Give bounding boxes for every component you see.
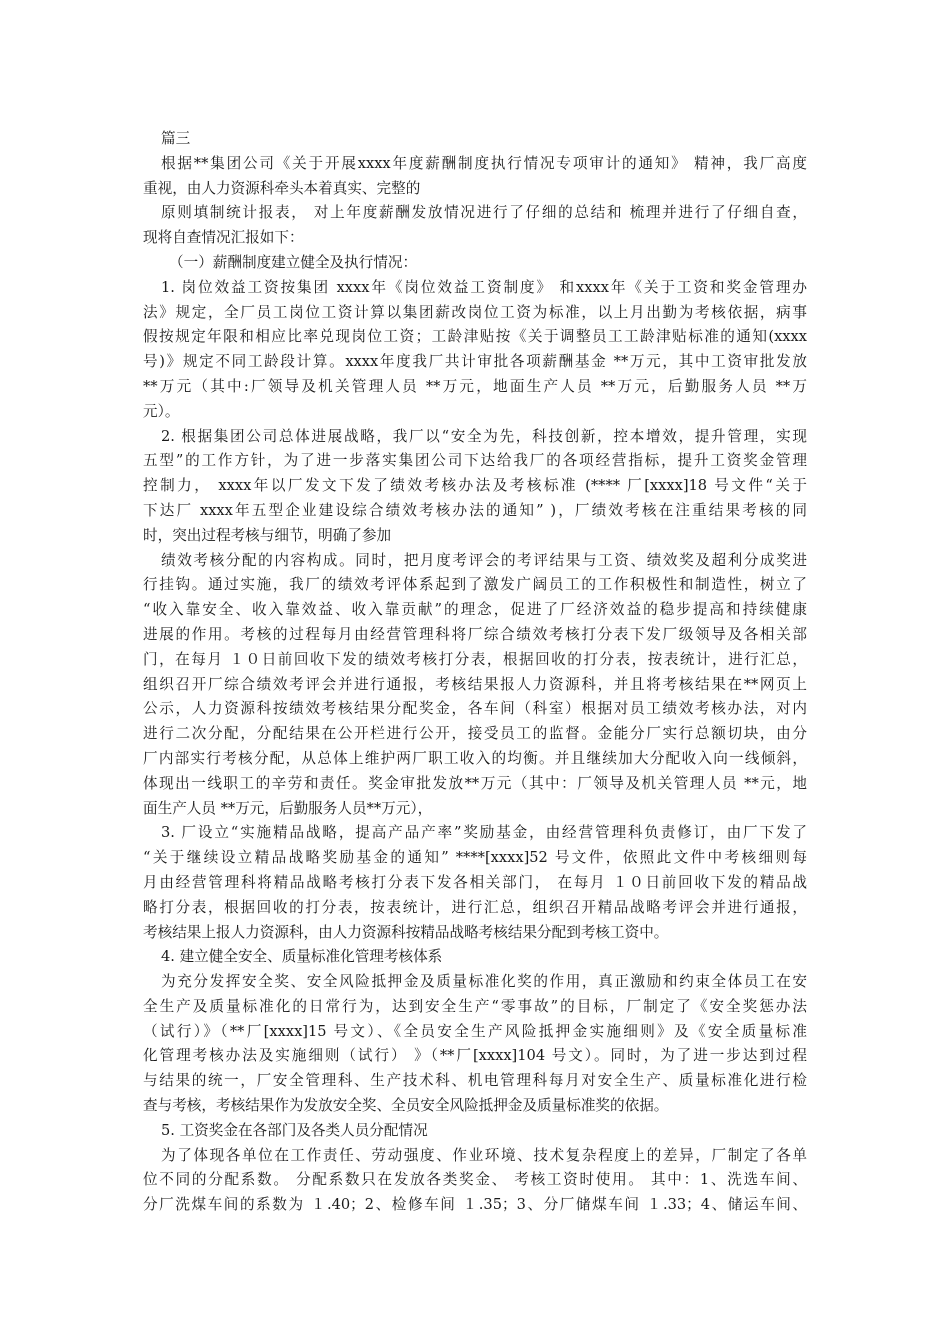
text-line: 与结果的统一，厂安全管理科、生产技术科、机电管理科每月对安全生产、质量标准化进行检 <box>143 1072 807 1090</box>
text-line: 为充分发挥安全奖、安全风险抵押金及质量标准化奖的作用，真正激励和约束全体员工在安 <box>161 973 807 991</box>
text-line: 厂内部实行考核分配，从总体上维护两厂职工收入的均衡。并且继续加大分配收入向一线倾斜， <box>143 749 807 767</box>
text-line: 2. 根据集团公司总体进展战略，我厂以“安全为先，科技创新，控本增效，提升管理，实现 <box>161 427 807 445</box>
text-line: 控制力， xxxx年以厂发文下发了绩效考核办法及考核标准 (**** 厂[xxxx]18 号文件“关于 <box>143 477 807 495</box>
text-line: 门，在每月 １０日前回收下发的绩效考核打分表，根据回收的打分表，按表统计，进行汇总， <box>143 650 807 668</box>
text-line: 全生产及质量标准化的日常行为，达到安全生产“零事故”的目标，厂制定了《安全奖惩办法 <box>143 997 807 1015</box>
text-line: 法》规定，全厂员工岗位工资计算以集团薪改岗位工资为标准，以上月出勤为考核依据，病事 <box>143 303 807 321</box>
text-line: 位不同的分配系数。 分配系数只在发放各类奖金、 考核工资时使用。 其中：1、洗选车间、 <box>143 1171 807 1189</box>
text-line: 考核结果上报人力资源科，由人力资源科按精品战略考核结果分配到考核工资中。 <box>143 923 669 941</box>
text-line: 进展的作用。考核的过程每月由经营管理科将厂综合绩效考核打分表下发厂级领导及各相关部 <box>143 625 807 643</box>
subheading: （一）薪酬制度建立健全及执行情况： <box>169 253 418 271</box>
text-line: **万元（其中:厂领导及机关管理人员 **万元，地面生产人员 **万元，后勤服务人员 **万 <box>143 377 807 395</box>
text-line: 时，突出过程考核与细节，明确了参加 <box>143 526 392 544</box>
text-line: 假按规定年限和相应比率兑现岗位工资；工龄津贴按《关于调整员工工龄津贴标准的通知(xxxx <box>143 328 807 346</box>
text-line: 月由经营管理科将精品战略考核打分表下发各相关部门， 在每月 １０日前回收下发的精品战 <box>143 873 807 891</box>
text-line: 重视，由人力资源科牵头本着真实、完整的 <box>143 179 421 197</box>
text-line: 根据**集团公司《关于开展xxxx年度薪酬制度执行情况专项审计的通知》 精神，我厂高度 <box>161 154 807 172</box>
subheading: 5. 工资奖金在各部门及各类人员分配情况 <box>161 1121 428 1139</box>
text-line: 查与考核，考核结果作为发放安全奖、全员安全风险抵押金及质量标准奖的依据。 <box>143 1097 669 1115</box>
text-line: （试行）》（**厂[xxxx]15 号文）、《全员安全生产风险抵押金实施细则》及《安全质量标准 <box>143 1022 807 1040</box>
text-line: 现将自查情况汇报如下： <box>143 229 304 247</box>
text-line: 五型”的工作方针，为了进一步落实集团公司下达给我厂的各项经营指标，提升工资奖金管理 <box>143 452 807 470</box>
text-line: “收入靠安全、收入靠效益、收入靠贡献”的理念，促进了厂经济效益的稳步提高和持续健康 <box>143 601 807 619</box>
text-line: “关于继续设立精品战略奖励基金的通知” ****[xxxx]52 号文件，依照此文件中考核细则每 <box>143 849 807 867</box>
text-line: 分厂洗煤车间的系数为 １.40；2、检修车间 １.35；3、分厂储煤车间 １.33；4、储运车间、 <box>143 1196 807 1214</box>
section-title: 篇三 <box>161 130 191 147</box>
text-line: 进行二次分配，分配结果在公开栏进行公开，接受员工的监督。金能分厂实行总额切块，由分 <box>143 725 807 743</box>
text-line: 元）。 <box>143 402 180 420</box>
text-line: 略打分表，根据回收的打分表，按表统计，进行汇总，组织召开精品战略考评会并进行通报， <box>143 898 807 916</box>
text-line: 绩效考核分配的内容构成。同时，把月度考评会的考评结果与工资、绩效奖及超利分成奖进 <box>161 551 807 569</box>
document-page <box>143 127 807 1218</box>
text-line: 1. 岗位效益工资按集团 xxxx年《岗位效益工资制度》 和xxxx年《关于工资和奖金管理办 <box>161 278 807 296</box>
text-line: 组织召开厂综合绩效考评会并进行通报，考核结果报人力资源科，并且将考核结果在**网页上 <box>143 675 807 693</box>
subheading: 4. 建立健全安全、质量标准化管理考核体系 <box>161 948 443 966</box>
text-line: 行挂钩。通过实施，我厂的绩效考评体系起到了激发广阔员工的工作积极性和制造性，树立了 <box>143 576 807 594</box>
text-line: 化管理考核办法及实施细则（试行） 》（**厂[xxxx]104 号文）。同时，为了进一步达到过程 <box>143 1047 807 1065</box>
text-line: 号)》规定不同工龄段计算。xxxx年度我厂共计审批各项薪酬基金 **万元，其中工资审批发放 <box>143 353 807 371</box>
text-line: 原则填制统计报表， 对上年度薪酬发放情况进行了仔细的总结和 梳理并进行了仔细自查， <box>161 204 807 222</box>
text-line: 面生产人员 **万元，后勤服务人员**万元）， <box>143 799 433 817</box>
text-line: 公示，人力资源科按绩效考核结果分配奖金，各车间（科室）根据对员工绩效考核办法，对内 <box>143 700 807 718</box>
text-line: 体现出一线职工的辛劳和责任。奖金审批发放**万元（其中：厂领导及机关管理人员 **元，地 <box>143 774 807 792</box>
text-line: 为了体现各单位在工作责任、劳动强度、作业环境、技术复杂程度上的差异，厂制定了各单 <box>161 1146 807 1164</box>
text-line: 3. 厂设立“实施精品战略，提高产品产率”奖励基金，由经营管理科负责修订，由厂下发了 <box>161 824 807 842</box>
text-line: 下达厂 xxxx年五型企业建设综合绩效考核办法的通知” )，厂绩效考核在注重结果考核的同 <box>143 501 807 519</box>
